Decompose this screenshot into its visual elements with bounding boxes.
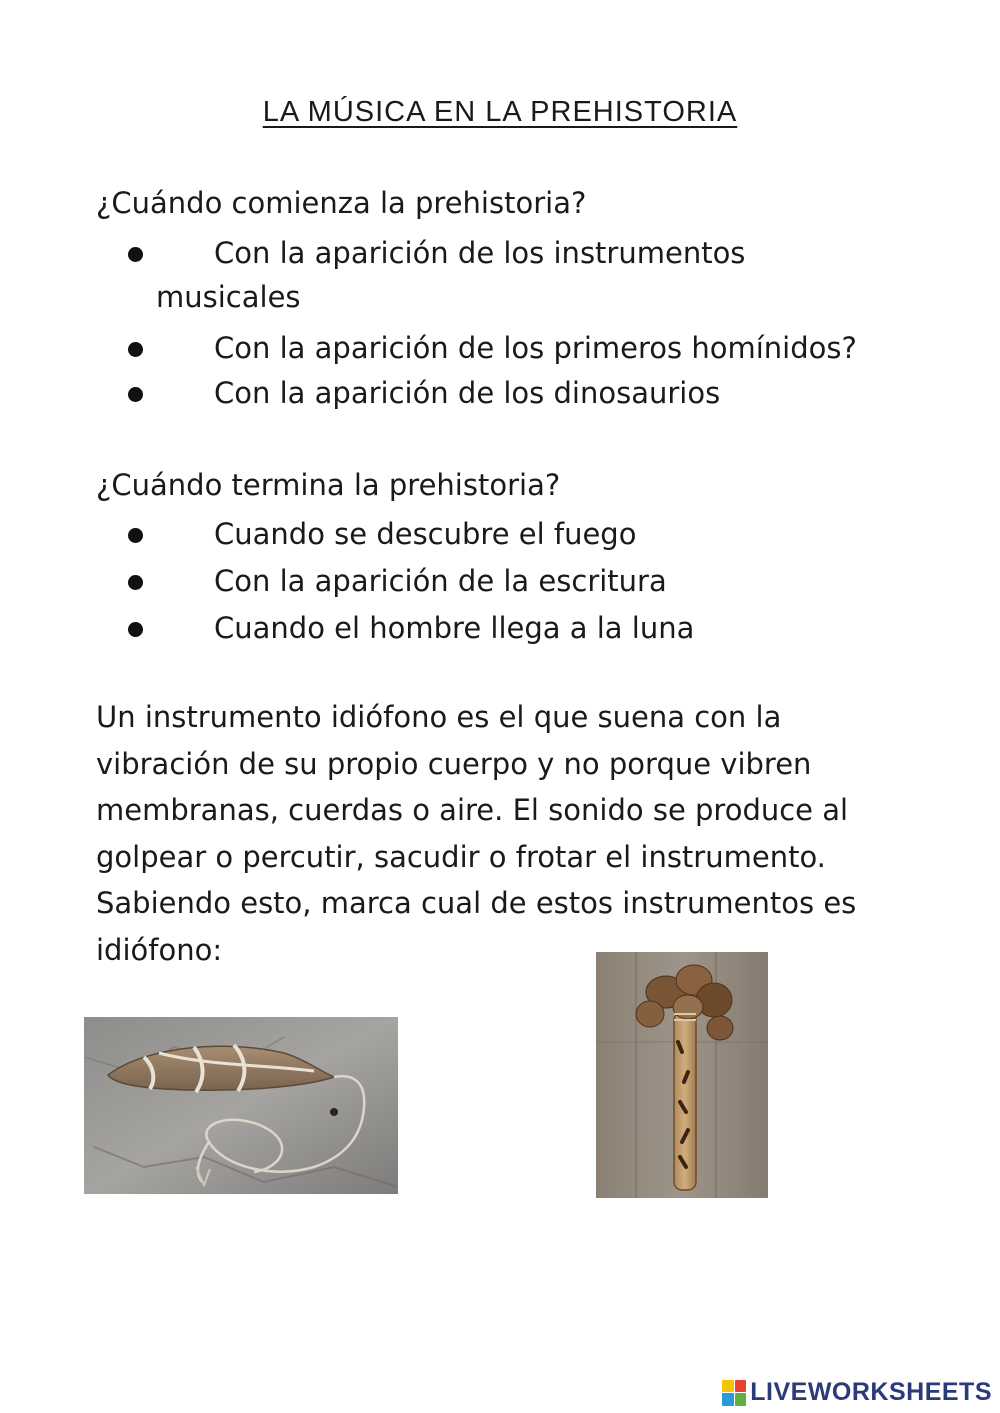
bullet-icon xyxy=(128,342,143,357)
option-label: Con la aparición de los primeros homínidos? xyxy=(214,331,857,365)
q1-option-1-continuation: musicales xyxy=(156,280,301,314)
option-label: Con la aparición de la escritura xyxy=(214,564,667,598)
question-2: ¿Cuándo termina la prehistoria? xyxy=(96,468,561,502)
liveworksheets-brand xyxy=(722,1378,992,1407)
bullet-icon xyxy=(128,528,143,543)
bullet-icon xyxy=(128,247,143,262)
q2-option-3[interactable] xyxy=(128,605,928,651)
liveworksheets-logo-icon xyxy=(722,1380,746,1406)
instruction-paragraph: Un instrumento idiófono es el que suena con la vibración de su propio cuerpo y no porque vibren membranas, cuerdas o aire. El sonido se produce al golpear o percutir, sacudir o frotar el instrumento. Sabiendo esto, marca cual de estos instrumentos es idiófono: xyxy=(96,700,857,967)
bullet-icon xyxy=(128,622,143,637)
q1-option-3[interactable] xyxy=(128,370,928,416)
question-1: ¿Cuándo comienza la prehistoria? xyxy=(96,186,587,220)
q2-option-2[interactable] xyxy=(128,558,928,604)
page-title: LA MÚSICA EN LA PREHISTORIA xyxy=(262,96,738,128)
shell-rattle-image[interactable] xyxy=(596,952,768,1198)
q2-option-1[interactable] xyxy=(128,511,928,557)
option-label: Cuando se descubre el fuego xyxy=(214,517,637,551)
brand-text: LIVEWORKSHEETS xyxy=(750,1378,992,1406)
bullroarer-image[interactable] xyxy=(84,1017,398,1194)
bullet-icon xyxy=(128,575,143,590)
q1-option-1[interactable] xyxy=(128,230,928,276)
option-label: Con la aparición de los dinosaurios xyxy=(214,376,721,410)
q1-option-2[interactable] xyxy=(128,325,928,371)
option-label: Cuando el hombre llega a la luna xyxy=(214,611,695,645)
bullet-icon xyxy=(128,387,143,402)
option-label: Con la aparición de los instrumentos xyxy=(214,236,746,270)
